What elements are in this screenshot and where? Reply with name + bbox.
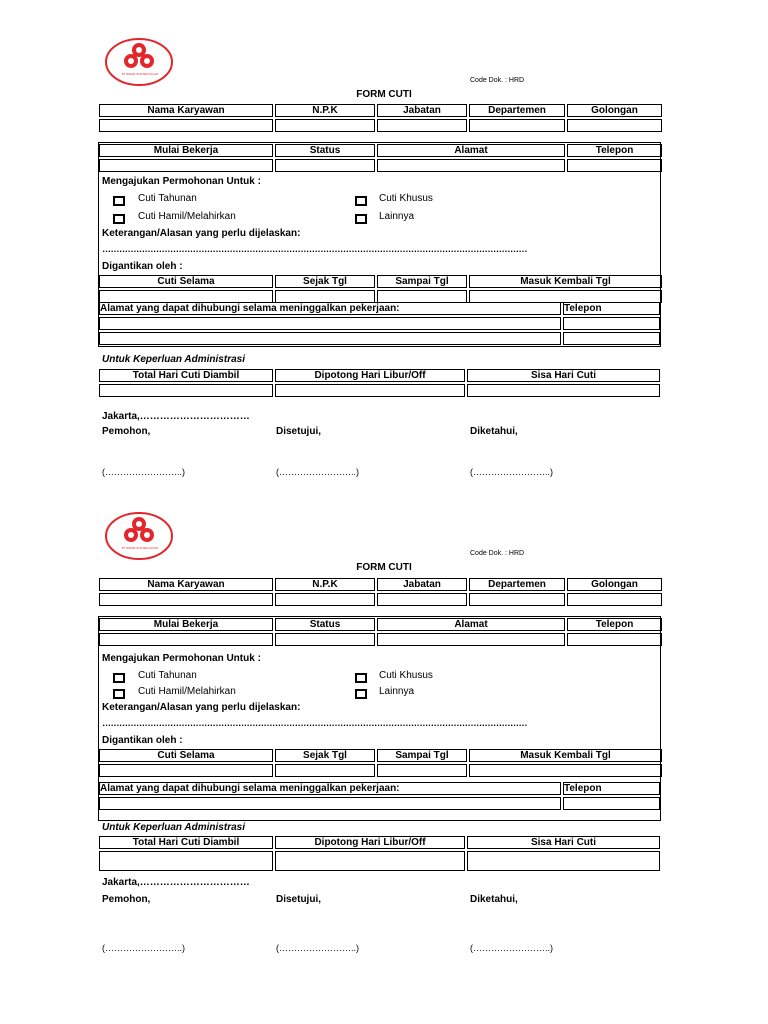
- header-sisa-hari: Sisa Hari Cuti: [467, 836, 660, 849]
- admin-table: [97, 367, 662, 399]
- cell-empty: [99, 317, 561, 330]
- signature-pemohon: (……………………..): [102, 943, 185, 953]
- cell-empty: [469, 119, 565, 132]
- keterangan-label: Keterangan/Alasan yang perlu dijelaskan:: [102, 702, 301, 713]
- option-cuti-tahunan: Cuti Tahunan: [138, 193, 197, 204]
- cell-empty: [563, 797, 660, 810]
- digantikan-label: Digantikan oleh :: [102, 261, 183, 272]
- cell-empty: [275, 851, 465, 871]
- cell-empty: [377, 119, 467, 132]
- cell-empty: [99, 633, 273, 646]
- signature-disetujui: (……………………..): [276, 467, 359, 477]
- checkbox-cuti-hamil[interactable]: [113, 214, 125, 224]
- header-sisa-hari: Sisa Hari Cuti: [467, 369, 660, 382]
- permohonan-label: Mengajukan Permohonan Untuk :: [102, 176, 261, 187]
- cell-empty: [377, 159, 565, 172]
- checkbox-lainnya[interactable]: [355, 214, 367, 224]
- cell-empty: [567, 593, 662, 606]
- company-logo: [104, 511, 174, 561]
- company-logo: [104, 37, 174, 87]
- cell-empty: [99, 764, 273, 777]
- header-nama-karyawan: Nama Karyawan: [99, 104, 273, 117]
- pemohon-label: Pemohon,: [102, 426, 151, 437]
- option-lainnya: Lainnya: [379, 211, 415, 222]
- cell-empty: [99, 332, 561, 345]
- cell-empty: [567, 119, 662, 132]
- cell-empty: [563, 317, 660, 330]
- employee-table: [97, 576, 664, 608]
- contact-table: [97, 780, 662, 812]
- cell-empty: [99, 384, 273, 397]
- keterangan-dots: ……………………………………………………………………………………………………………………………………: [102, 718, 527, 728]
- cell-empty: [563, 332, 660, 345]
- header-masuk-kembali: Masuk Kembali Tgl: [469, 275, 662, 288]
- cell-empty: [275, 633, 375, 646]
- header-npk: N.P.K: [275, 104, 375, 117]
- logo-emblem-icon: [104, 37, 174, 87]
- keterangan-dots: ……………………………………………………………………………………………………………………………………: [102, 244, 527, 254]
- cell-empty: [99, 593, 273, 606]
- digantikan-label: Digantikan oleh :: [102, 735, 183, 746]
- cell-empty: [567, 159, 662, 172]
- header-alamat: Alamat: [377, 618, 565, 631]
- checkbox-cuti-hamil[interactable]: [113, 689, 125, 699]
- header-total-hari: Total Hari Cuti Diambil: [99, 836, 273, 849]
- cell-empty: [275, 593, 375, 606]
- header-cuti-selama: Cuti Selama: [99, 275, 273, 288]
- cell-empty: [469, 764, 662, 777]
- document-code: Code Dok. : HRD: [470, 550, 525, 557]
- cell-empty: [275, 764, 375, 777]
- leave-period-table: [97, 747, 664, 779]
- header-departemen: Departemen: [469, 578, 565, 591]
- alamat-label: Alamat yang dapat dihubungi selama meninggalkan pekerjaan:: [99, 302, 561, 315]
- form-title: FORM CUTI: [356, 562, 412, 573]
- cell-empty: [99, 851, 273, 871]
- cell-empty: [275, 159, 375, 172]
- alamat-label: Alamat yang dapat dihubungi selama meninggalkan pekerjaan:: [99, 782, 561, 795]
- header-golongan: Golongan: [567, 104, 662, 117]
- leave-form-1: [0, 0, 768, 500]
- header-mulai-bekerja: Mulai Bekerja: [99, 618, 273, 631]
- header-nama-karyawan: Nama Karyawan: [99, 578, 273, 591]
- header-jabatan: Jabatan: [377, 578, 467, 591]
- header-departemen: Departemen: [469, 104, 565, 117]
- leave-form-2: [0, 474, 768, 974]
- cell-empty: [467, 851, 660, 871]
- cell-empty: [275, 119, 375, 132]
- header-total-hari: Total Hari Cuti Diambil: [99, 369, 273, 382]
- checkbox-cuti-khusus[interactable]: [355, 673, 367, 683]
- signature-diketahui: (……………………..): [470, 467, 553, 477]
- header-sampai-tgl: Sampai Tgl: [377, 275, 467, 288]
- place-date: Jakarta,……………………………: [102, 877, 250, 888]
- contact-telepon-label: Telepon: [563, 302, 660, 315]
- cell-empty: [99, 159, 273, 172]
- logo-emblem-icon: [104, 511, 174, 561]
- option-cuti-khusus: Cuti Khusus: [379, 670, 433, 681]
- header-telepon: Telepon: [567, 618, 662, 631]
- keterangan-label: Keterangan/Alasan yang perlu dijelaskan:: [102, 228, 301, 239]
- header-alamat: Alamat: [377, 144, 565, 157]
- cell-empty: [469, 593, 565, 606]
- option-lainnya: Lainnya: [379, 686, 415, 697]
- contact-telepon-label: Telepon: [563, 782, 660, 795]
- place-date: Jakarta,……………………………: [102, 411, 250, 422]
- permohonan-label: Mengajukan Permohonan Untuk :: [102, 653, 261, 664]
- cell-empty: [99, 797, 561, 810]
- cell-empty: [275, 384, 465, 397]
- header-status: Status: [275, 144, 375, 157]
- header-golongan: Golongan: [567, 578, 662, 591]
- admin-table: [97, 834, 662, 873]
- employment-table: [97, 616, 664, 648]
- header-masuk-kembali: Masuk Kembali Tgl: [469, 749, 662, 762]
- option-cuti-tahunan: Cuti Tahunan: [138, 670, 197, 681]
- contact-table: [97, 300, 662, 347]
- header-dipotong: Dipotong Hari Libur/Off: [275, 369, 465, 382]
- header-npk: N.P.K: [275, 578, 375, 591]
- logo-tagline: PT SINAR SUKSES SOLID: [121, 72, 159, 76]
- cell-empty: [99, 119, 273, 132]
- diketahui-label: Diketahui,: [470, 894, 518, 905]
- cell-empty: [377, 633, 565, 646]
- header-sejak-tgl: Sejak Tgl: [275, 749, 375, 762]
- signature-disetujui: (……………………..): [276, 943, 359, 953]
- cell-empty: [377, 764, 467, 777]
- option-cuti-khusus: Cuti Khusus: [379, 193, 433, 204]
- checkbox-cuti-tahunan[interactable]: [113, 196, 125, 206]
- diketahui-label: Diketahui,: [470, 426, 518, 437]
- signature-pemohon: (……………………..): [102, 467, 185, 477]
- disetujui-label: Disetujui,: [276, 426, 322, 437]
- document-code: Code Dok. : HRD: [470, 77, 525, 84]
- header-mulai-bekerja: Mulai Bekerja: [99, 144, 273, 157]
- option-cuti-hamil: Cuti Hamil/Melahirkan: [138, 686, 236, 697]
- admin-label: Untuk Keperluan Administrasi: [102, 354, 245, 365]
- header-jabatan: Jabatan: [377, 104, 467, 117]
- pemohon-label: Pemohon,: [102, 894, 151, 905]
- checkbox-lainnya[interactable]: [355, 689, 367, 699]
- cell-empty: [467, 384, 660, 397]
- header-status: Status: [275, 618, 375, 631]
- header-telepon: Telepon: [567, 144, 662, 157]
- employment-table: [97, 142, 664, 174]
- signature-diketahui: (……………………..): [470, 943, 553, 953]
- header-cuti-selama: Cuti Selama: [99, 749, 273, 762]
- checkbox-cuti-khusus[interactable]: [355, 196, 367, 206]
- header-sejak-tgl: Sejak Tgl: [275, 275, 375, 288]
- header-sampai-tgl: Sampai Tgl: [377, 749, 467, 762]
- form-title: FORM CUTI: [356, 89, 412, 100]
- employee-table: [97, 102, 664, 134]
- cell-empty: [567, 633, 662, 646]
- checkbox-cuti-tahunan[interactable]: [113, 673, 125, 683]
- admin-label: Untuk Keperluan Administrasi: [102, 822, 245, 833]
- disetujui-label: Disetujui,: [276, 894, 322, 905]
- option-cuti-hamil: Cuti Hamil/Melahirkan: [138, 211, 236, 222]
- header-dipotong: Dipotong Hari Libur/Off: [275, 836, 465, 849]
- logo-tagline: PT SINAR SUKSES SOLID: [121, 546, 159, 550]
- cell-empty: [377, 593, 467, 606]
